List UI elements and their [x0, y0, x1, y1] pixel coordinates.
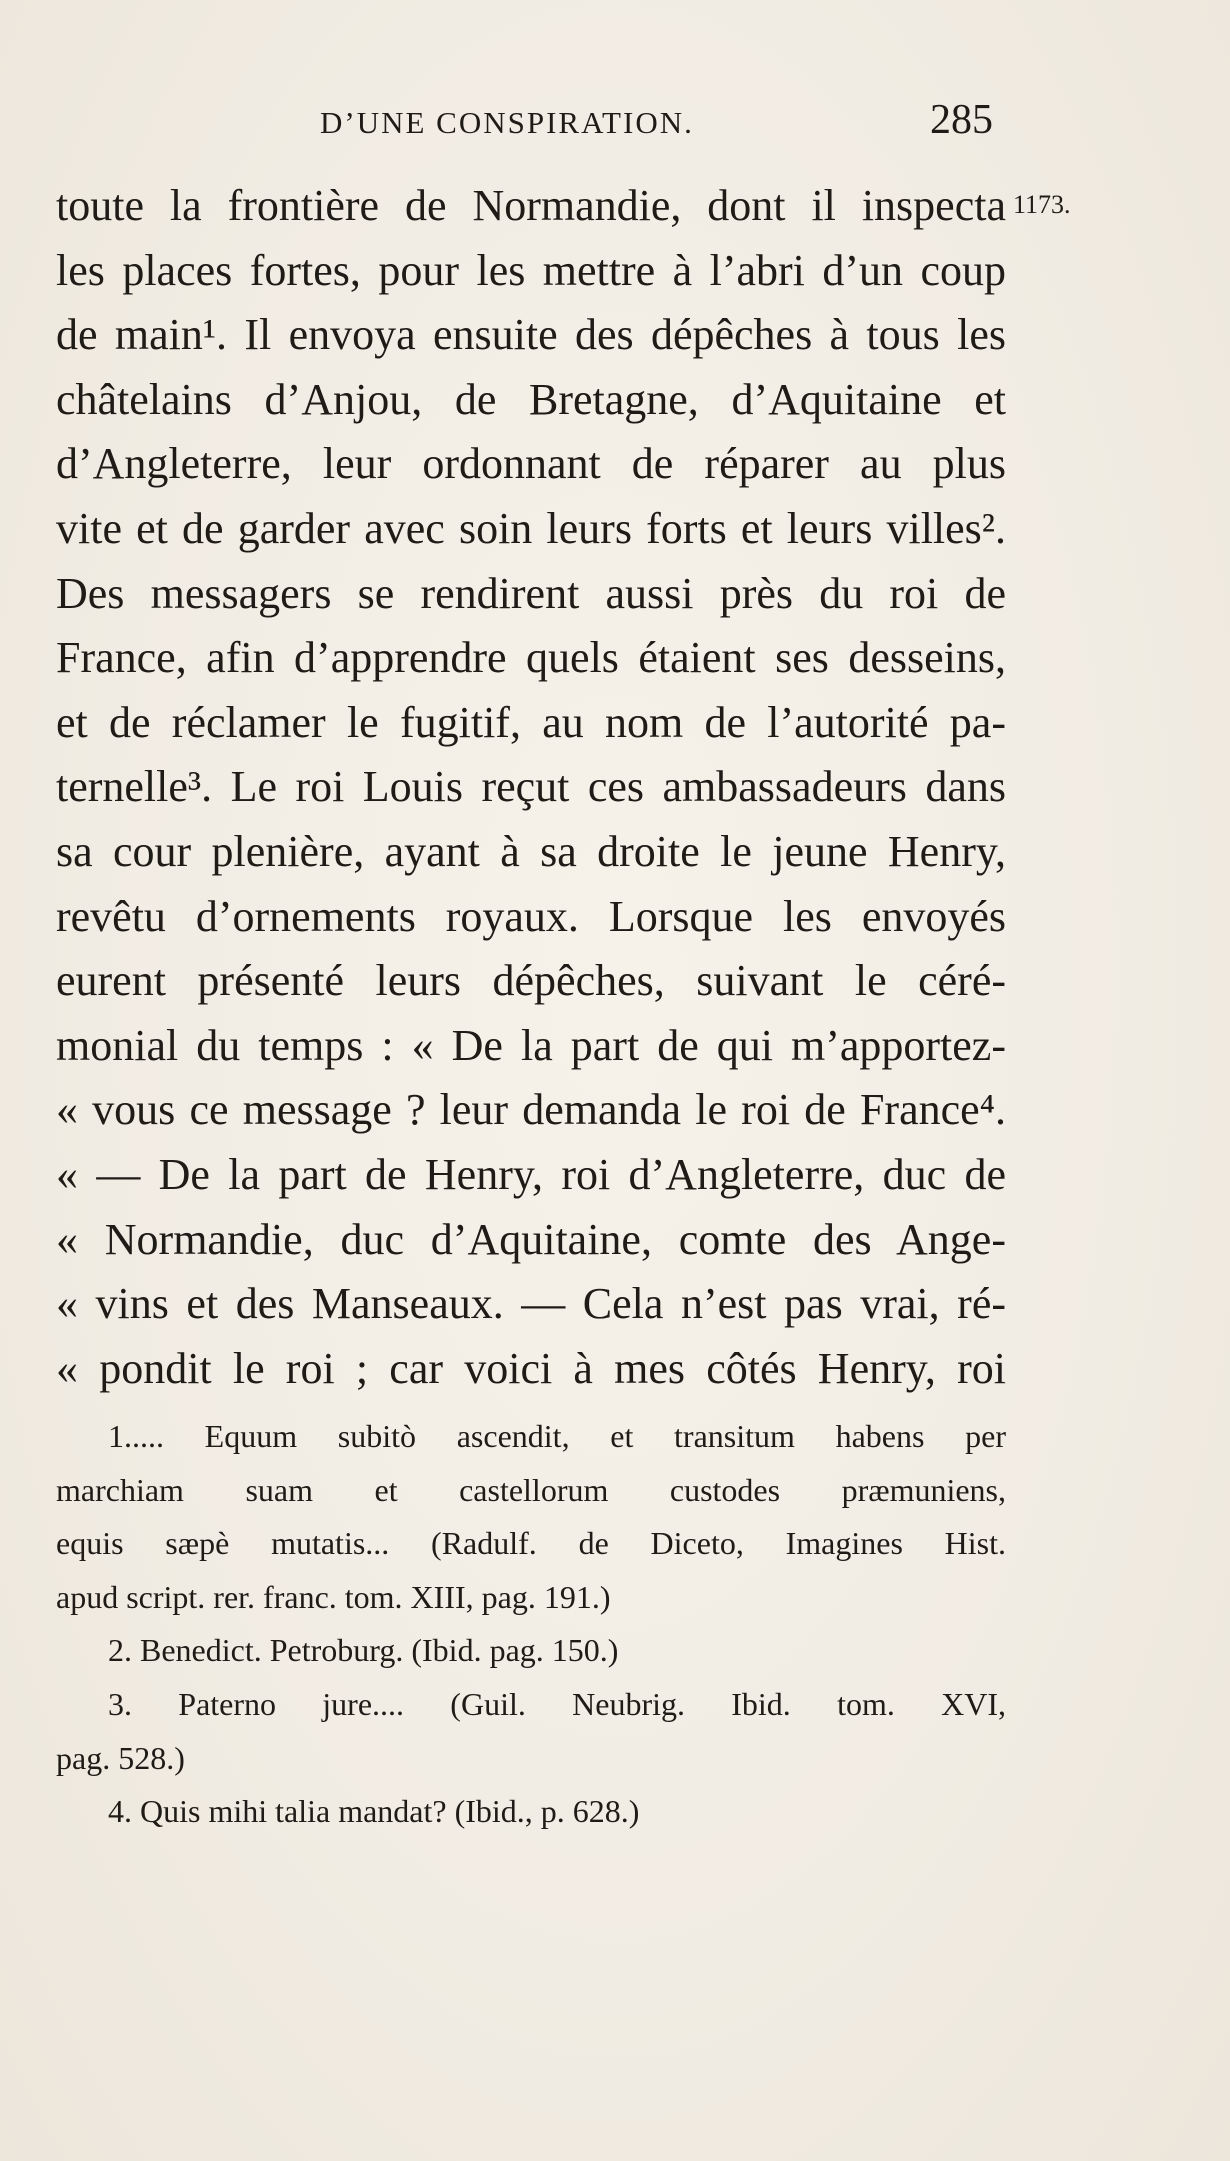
- body-line: toute la frontière de Normandie, dont il inspecta: [56, 181, 1006, 230]
- body-line: France, afin d’apprendre quels étaient ses desseins,: [56, 633, 1006, 683]
- body-line: sa cour plenière, ayant à sa droite le jeune Henry,: [56, 826, 1006, 876]
- footnote-line: 4. Quis mihi talia mandat? (Ibid., p. 628.): [108, 1793, 640, 1830]
- margin-year-note: 1173.: [1013, 190, 1071, 219]
- body-line: d’Angleterre, leur ordonnant de réparer au plus: [56, 439, 1006, 489]
- body-line: « vous ce message ? leur demanda le roi de France⁴.: [56, 1085, 1006, 1135]
- body-line: vite et de garder avec soin leurs forts et leurs villes².: [56, 503, 1006, 553]
- body-line: et de réclamer le fugitif, au nom de l’autorité pa-: [56, 697, 1006, 747]
- body-line: revêtu d’ornements royaux. Lorsque les envoyés: [56, 891, 1006, 941]
- footnotes: [56, 1410, 1006, 1839]
- running-title: D’UNE CONSPIRATION.: [320, 105, 694, 140]
- footnote-line: 2. Benedict. Petroburg. (Ibid. pag. 150.): [108, 1632, 619, 1669]
- footnote-line: 3. Paterno jure.... (Guil. Neubrig. Ibid. tom. XVI,: [108, 1685, 1006, 1722]
- body-line: de main¹. Il envoya ensuite des dépêches à tous les: [56, 310, 1006, 360]
- footnote-line: pag. 528.): [56, 1739, 185, 1776]
- body-line: « pondit le roi ; car voici à mes côtés Henry, roi: [56, 1343, 1006, 1393]
- body-line: monial du temps : « De la part de qui m’apportez-: [56, 1020, 1006, 1070]
- body-line: Des messagers se rendirent aussi près du roi de: [56, 568, 1006, 618]
- body-line: eurent présenté leurs dépêches, suivant le céré-: [56, 956, 1006, 1006]
- body-line: ternelle³. Le roi Louis reçut ces ambassadeurs dans: [56, 762, 1006, 812]
- body-line: « vins et des Manseaux. — Cela n’est pas vrai, ré-: [56, 1279, 1006, 1329]
- footnote-line: apud script. rer. franc. tom. XIII, pag. 191.): [56, 1578, 611, 1615]
- footnote-line: 1..... Equum subitò ascendit, et transitum habens per: [108, 1418, 1006, 1454]
- body-line: « Normandie, duc d’Aquitaine, comte des Ange-: [56, 1214, 1006, 1264]
- main-text: [56, 174, 1006, 1401]
- footnote-line: marchiam suam et castellorum custodes præmuniens,: [56, 1471, 1006, 1508]
- body-line: les places fortes, pour les mettre à l’abri d’un coup: [56, 245, 1006, 295]
- footnote-line: equis sæpè mutatis... (Radulf. de Diceto, Imagines Hist.: [56, 1525, 1006, 1562]
- body-line: « — De la part de Henry, roi d’Angleterre, duc de: [56, 1149, 1006, 1199]
- page-number: 285: [930, 97, 993, 143]
- body-line: châtelains d’Anjou, de Bretagne, d’Aquitaine et: [56, 374, 1006, 424]
